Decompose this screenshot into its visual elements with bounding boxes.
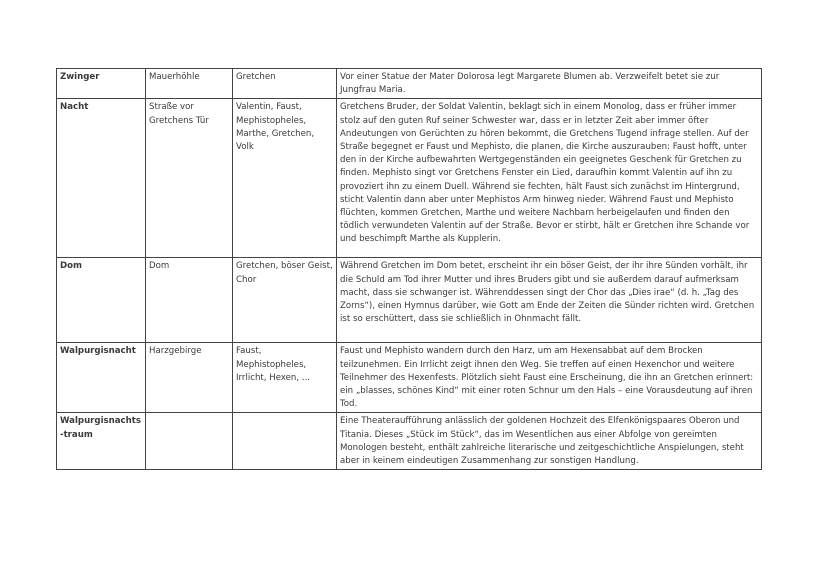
place-cell: [146, 413, 233, 470]
content-cell: Während Gretchen im Dom betet, erscheint ihr ein böser Geist, der ihr ihre Sünden vorhält, ihr die Schuld am Tod ihrer Mutter und ihres Bruders gibt und sie außerdem darauf aufmerksam macht, dass sie schwanger ist. Währenddessen singt der Chor das „Dies irae“ (d. h. „Tag des Zorns“), einen Hymnus darüber, wie Gott am Ende der Zeiten die Sünder richten wird. Gretchen ist so erschüttert, dass sie schließlich in Ohnmacht fällt.: [337, 258, 762, 343]
place-cell: Harzgebirge: [146, 343, 233, 413]
content-cell: Gretchens Bruder, der Soldat Valentin, beklagt sich in einem Monolog, dass er früher immer stolz auf den guten Ruf seiner Schwester war, dass er in letzter Zeit aber immer öfter Andeutungen von Gerüchten zu hören bekommt, die Gretchens Tugend infrage stellen. Auf der Straße begegnet er Faust und Mephisto, die planen, die Kirche auszurauben: Faust hofft, unter den in der Kirche aufbewahrten Wertgegenständen ein geeignetes Geschenk für Gretchen zu finden. Mephisto singt vor Gretchens Fenster ein Lied, daraufhin kommt Valentin auf ihn zu provoziert ihn zu einem Duell. Während sie fechten, hält Faust sich zunächst im Hintergrund, sticht Valentin dann aber unter Mephistos Arm hinweg nieder. Während Faust und Mephisto flüchten, kommen Gretchen, Marthe und weitere Nachbarn herbeigelaufen und finden den tödlich verwundeten Valentin auf der Straße. Bevor er stirbt, hält er Gretchen ihre Schande vor und beschimpft Marthe als Kupplerin.: [337, 99, 762, 258]
table-row: [57, 343, 762, 413]
place-cell: Mauerhöhle: [146, 69, 233, 99]
scene-table: [56, 68, 762, 470]
scene-cell: Nacht: [57, 99, 146, 258]
scene-cell: Dom: [57, 258, 146, 343]
content-cell: Eine Theateraufführung anlässlich der goldenen Hochzeit des Elfenkönigspaares Oberon und Titania. Dieses „Stück im Stück“, das im Wesentlichen aus einer Abfolge von gereimten Monologen besteht, enthält zahlreiche literarische und zeitgeschichtliche Anspielungen, steht aber in keinem eindeutigen Zusammenhang zur sonstigen Handlung.: [337, 413, 762, 470]
content-cell: Faust und Mephisto wandern durch den Harz, um am Hexensabbat auf dem Brocken teilzunehmen. Ein Irrlicht zeigt ihnen den Weg. Sie treffen auf einen Hexenchor und weitere Teilnehmer des Hexenfests. Plötzlich sieht Faust eine Erscheinung, die ihn an Gretchen erinnert: ein „blasses, schönes Kind“ mit einer roten Schnur um den Hals – eine Vorausdeutung auf ihren Tod.: [337, 343, 762, 413]
scene-cell: Walpurgisnacht: [57, 343, 146, 413]
table-row: [57, 413, 762, 470]
characters-cell: Gretchen: [233, 69, 337, 99]
scene-cell: Zwinger: [57, 69, 146, 99]
place-cell: Straße vor Gretchens Tür: [146, 99, 233, 258]
scene-cell: Walpurgisnachts-traum: [57, 413, 146, 470]
content-cell: Vor einer Statue der Mater Dolorosa legt Margarete Blumen ab. Verzweifelt betet sie zur Jungfrau Maria.: [337, 69, 762, 99]
characters-cell: [233, 413, 337, 470]
characters-cell: Gretchen, böser Geist, Chor: [233, 258, 337, 343]
place-cell: Dom: [146, 258, 233, 343]
characters-cell: Faust, Mephistopheles, Irrlicht, Hexen, ...: [233, 343, 337, 413]
characters-cell: Valentin, Faust, Mephistopheles, Marthe, Gretchen, Volk: [233, 99, 337, 258]
table-row: [57, 69, 762, 99]
table-row: [57, 99, 762, 258]
table-row: [57, 258, 762, 343]
